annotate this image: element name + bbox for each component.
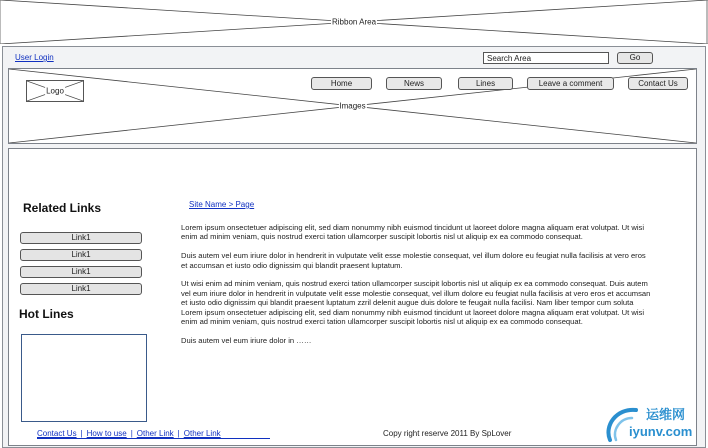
- nav-lines-button[interactable]: Lines: [458, 77, 513, 90]
- user-login-link[interactable]: User Login: [15, 53, 54, 62]
- nav-news-button[interactable]: News: [386, 77, 442, 90]
- footer-other-link[interactable]: Other Link: [183, 429, 221, 438]
- nav-home-button[interactable]: Home: [311, 77, 372, 90]
- images-label: Images: [339, 101, 366, 111]
- footer-how-to-use-link[interactable]: How to use: [86, 429, 127, 438]
- related-link-button[interactable]: Link1: [20, 232, 142, 244]
- hot-lines-box[interactable]: [21, 334, 147, 422]
- go-button[interactable]: Go: [617, 52, 653, 64]
- ribbon-area: [0, 0, 708, 44]
- related-link-button[interactable]: Link1: [20, 283, 142, 295]
- related-links-heading: Related Links: [23, 201, 102, 215]
- footer-separator: |: [130, 429, 133, 438]
- paragraph: Duis autem vel eum iriure dolor in hendrerit in vulputate velit esse molestie consequat, vel illum dolore eu feugiat nulla facilisis at vero eros et accumsan et iusto odio dignissim qui blandit praesent luptatum.: [181, 251, 646, 270]
- logo[interactable]: [26, 80, 84, 102]
- watermark-cn-text: 运维网: [646, 407, 686, 422]
- paragraph: Lorem ipsum onsectetuer adipiscing elit, sed diam nonummy nibh euismod tincidunt ut laoreet dolore magna aliquam erat volutpat. Ut wisi enim ad minim veniam, quis nostrud exerci tation ullamcorper suscipit lobortis nisl ut aliquip ex ea commodo consequat.: [181, 223, 645, 242]
- related-link-button[interactable]: Link1: [20, 249, 142, 261]
- logo-label: Logo: [46, 86, 64, 96]
- paragraph: Duis autem vel eum iriure dolor in ……: [181, 335, 312, 345]
- search-input[interactable]: [483, 52, 609, 64]
- watermark-en-text: iyunv.com: [629, 424, 693, 439]
- related-link-button[interactable]: Link1: [20, 266, 142, 278]
- breadcrumb[interactable]: Site Name > Page: [189, 200, 255, 209]
- hot-lines-heading: Hot Lines: [19, 307, 74, 321]
- footer-separator: |: [177, 429, 180, 438]
- footer-other-link[interactable]: Other Link: [136, 429, 174, 438]
- footer-links: [37, 429, 221, 438]
- ribbon-label: Ribbon Area: [331, 17, 377, 27]
- footer-contact-us-link[interactable]: Contact Us: [37, 429, 77, 438]
- nav-leave-comment-button[interactable]: Leave a comment: [527, 77, 614, 90]
- copyright-text: Copy right reserve 2011 By SpLover: [383, 429, 512, 438]
- main-text: [181, 223, 653, 345]
- footer-underline: [37, 438, 270, 439]
- paragraph: Lorem ipsum onsectetuer adipiscing elit, sed diam nonummy nibh euismod tincidunt ut laoreet dolore magna aliquam erat volutpat. Ut wisi enim ad minim veniam, quis nostrud exerci tation ullamcorper suscipit lobortis nisl ut aliquip ex ea commodo consequat.: [181, 307, 645, 327]
- paragraph: Ut wisi enim ad minim veniam, quis nostrud exerci tation ullamcorper suscipit lobortis nisl ut aliquip ex ea commodo consequat. Duis autem vel eum iriure dolor in hendrerit in vulputate velit esse molestie consequat, vel illum dolore eu feugiat nulla facilisis at vero eros et accumsan et iusto odio dignissim qui blandit praesent luptatum zzril delenit augue duis dolore te feugait nulla facilisi. Nam liber tempor cum soluta: [181, 279, 651, 308]
- nav-contact-us-button[interactable]: Contact Us: [628, 77, 688, 90]
- footer-separator: |: [80, 429, 83, 438]
